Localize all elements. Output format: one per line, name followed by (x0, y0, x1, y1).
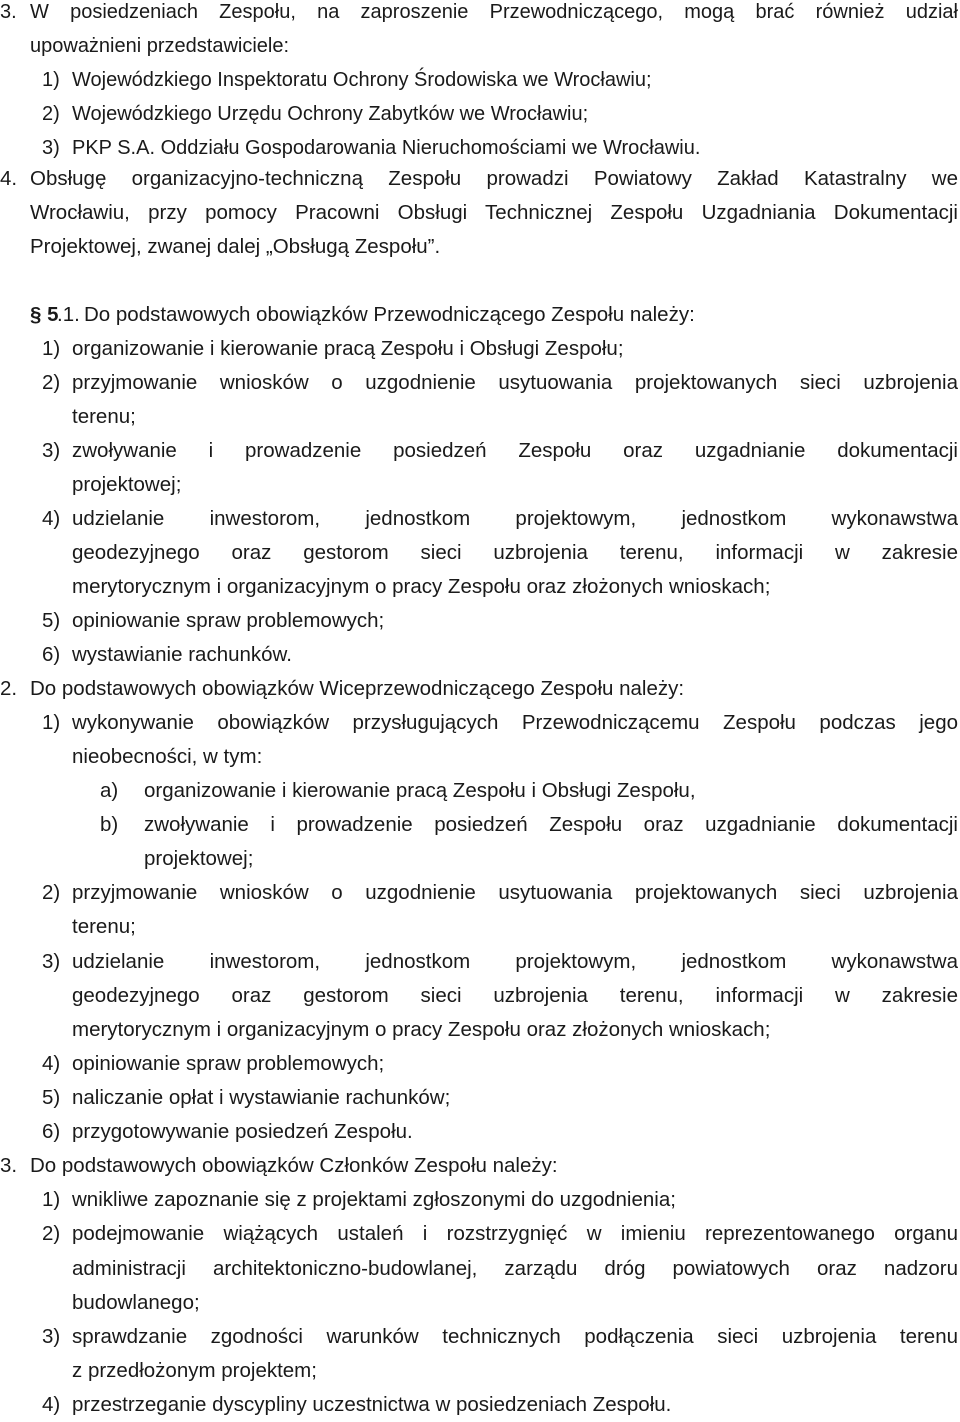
p3-intro-line (0, 1149, 960, 1183)
p3-intro: Do podstawowych obowiązków Członków Zespołu należy: (30, 1154, 558, 1177)
p3-item-3 (0, 1320, 960, 1354)
item-text: podejmowanie wiążących ustaleń i rozstrzygnięć w imieniu reprezentowanego organu (72, 1222, 958, 1245)
p2-intro: Do podstawowych obowiązków Wiceprzewodniczącego Zespołu należy: (30, 677, 685, 700)
item-text: sprawdzanie zgodności warunków technicznych podłączenia sieci uzbrojenia terenu (72, 1325, 958, 1348)
item-number: 5) (42, 1086, 61, 1109)
p2-sub-b (0, 808, 960, 842)
subitem-text: projektowej; (144, 847, 254, 870)
item-text: terenu; (72, 405, 136, 428)
item-text: udzielanie inwestorom, jednostkom projektowym, jednostkom wykonawstwa (72, 507, 958, 530)
p2-item-3-cont1 (0, 979, 960, 1013)
item-text: administracji architektoniczno-budowlanej, zarządu dróg powiatowych oraz nadzoru (72, 1257, 958, 1280)
item-text: opiniowanie spraw problemowych; (72, 1052, 385, 1075)
sec4-text-end: Projektowej, zwanej dalej „Obsługą Zespołu”. (30, 235, 441, 258)
sec4-line1 (0, 162, 960, 196)
sec3-item-2 (0, 97, 960, 131)
para5-subnumber: .1. (57, 303, 80, 326)
para5-item-4-cont2 (0, 570, 960, 604)
item-text: wnikliwe zapoznanie się z projektami zgłoszonymi do uzgodnienia; (72, 1188, 676, 1211)
sec4-text: Obsługę organizacyjno-techniczną Zespołu prowadzi Powiatowy Zakład Katastralny we (30, 167, 958, 190)
sec4-line3 (0, 230, 960, 264)
p3-item-2 (0, 1217, 960, 1251)
item-number: 2) (42, 1222, 61, 1245)
p2-item-4 (0, 1047, 960, 1081)
sec3-line2 (0, 29, 960, 63)
item-text: z przedłożonym projektem; (72, 1359, 317, 1382)
item-text: wystawianie rachunków. (72, 643, 292, 666)
subitem-letter: a) (100, 779, 119, 802)
p3-number: 3. (0, 1154, 18, 1177)
sec4-number: 4. (0, 167, 18, 190)
item-number: 2) (42, 103, 60, 125)
item-text: wykonywanie obowiązków przysługujących Przewodniczącemu Zespołu podczas jego (72, 711, 958, 734)
p3-item-3-cont (0, 1354, 960, 1388)
sec4-line2 (0, 196, 960, 230)
para5-item-2-cont (0, 400, 960, 434)
item-text: budowlanego; (72, 1291, 200, 1314)
item-number: 1) (42, 69, 60, 91)
item-number: 3) (42, 439, 61, 462)
item-text: merytorycznym i organizacyjnym o pracy Zespołu oraz złożonych wnioskach; (72, 1018, 771, 1041)
p3-item-2-cont2 (0, 1286, 960, 1320)
para5-item-4-cont1 (0, 536, 960, 570)
item-number: 3) (42, 950, 61, 973)
subitem-text: zwoływanie i prowadzenie posiedzeń Zespołu oraz uzgadnianie dokumentacji (144, 813, 958, 836)
para5-item-6 (0, 638, 960, 672)
item-number: 1) (42, 1188, 61, 1211)
p2-item-6 (0, 1115, 960, 1149)
p2-item-1 (0, 706, 960, 740)
subitem-letter: b) (100, 813, 119, 836)
p2-item-3-cont2 (0, 1013, 960, 1047)
paragraph-sign: § 5 (30, 303, 59, 326)
item-text: geodezyjnego oraz gestorom sieci uzbrojenia terenu, informacji w zakresie (72, 541, 958, 564)
sec3-text-cont: upoważnieni przedstawiciele: (30, 35, 290, 57)
item-text: PKP S.A. Oddziału Gospodarowania Nieruchomościami we Wrocławiu. (72, 137, 701, 159)
item-number: 2) (42, 881, 61, 904)
item-text: zwoływanie i prowadzenie posiedzeń Zespołu oraz uzgadnianie dokumentacji (72, 439, 958, 462)
para5-item-3 (0, 434, 960, 468)
item-text: merytorycznym i organizacyjnym o pracy Zespołu oraz złożonych wnioskach; (72, 575, 771, 598)
subitem-text: organizowanie i kierowanie pracą Zespołu i Obsługi Zespołu, (144, 779, 696, 802)
p3-item-4 (0, 1388, 960, 1422)
item-text: Wojewódzkiego Inspektoratu Ochrony Środowiska we Wrocławiu; (72, 69, 652, 91)
item-text: projektowej; (72, 473, 182, 496)
sec3-line1 (0, 0, 960, 29)
item-number: 4) (42, 507, 61, 530)
item-text: Wojewódzkiego Urzędu Ochrony Zabytków we Wrocławiu; (72, 103, 589, 125)
sec3-text: W posiedzeniach Zespołu, na zaproszenie Przewodniczącego, mogą brać również udział (30, 1, 958, 23)
item-number: 4) (42, 1393, 61, 1416)
para5-item-3-cont (0, 468, 960, 502)
item-number: 6) (42, 1120, 61, 1143)
para5-item-1 (0, 332, 960, 366)
item-text: przygotowywanie posiedzeń Zespołu. (72, 1120, 413, 1143)
p2-intro-line (0, 672, 960, 706)
para5-item-5 (0, 604, 960, 638)
sec3-item-1 (0, 63, 960, 97)
p2-item-1-cont (0, 740, 960, 774)
item-text: opiniowanie spraw problemowych; (72, 609, 385, 632)
item-number: 3) (42, 1325, 61, 1348)
item-number: 5) (42, 609, 61, 632)
para5-line1 (0, 298, 960, 332)
sec4-text-cont: Wrocławiu, przy pomocy Pracowni Obsługi Technicznej Zespołu Uzgadniania Dokumentacji (30, 201, 958, 224)
item-text: organizowanie i kierowanie pracą Zespołu i Obsługi Zespołu; (72, 337, 624, 360)
p2-number: 2. (0, 677, 18, 700)
item-text: geodezyjnego oraz gestorom sieci uzbrojenia terenu, informacji w zakresie (72, 984, 958, 1007)
item-text: terenu; (72, 915, 136, 938)
para5-item-2 (0, 366, 960, 400)
sec3-item-3 (0, 131, 960, 165)
item-number: 1) (42, 337, 61, 360)
item-number: 1) (42, 711, 61, 734)
p3-item-2-cont1 (0, 1252, 960, 1286)
para5-intro: Do podstawowych obowiązków Przewodniczącego Zespołu należy: (84, 303, 695, 326)
item-text: przyjmowanie wniosków o uzgodnienie usytuowania projektowanych sieci uzbrojenia (72, 881, 958, 904)
p2-item-3 (0, 945, 960, 979)
sec3-number: 3. (0, 1, 17, 23)
item-text: udzielanie inwestorom, jednostkom projektowym, jednostkom wykonawstwa (72, 950, 958, 973)
item-text: przestrzeganie dyscypliny uczestnictwa w posiedzeniach Zespołu. (72, 1393, 672, 1416)
item-number: 3) (42, 137, 60, 159)
p2-item-2-cont (0, 910, 960, 944)
p2-sub-a (0, 774, 960, 808)
para5-item-4 (0, 502, 960, 536)
item-text: nieobecności, w tym: (72, 745, 263, 768)
item-text: naliczanie opłat i wystawianie rachunków; (72, 1086, 451, 1109)
p2-item-2 (0, 876, 960, 910)
item-number: 2) (42, 371, 61, 394)
p2-item-5 (0, 1081, 960, 1115)
item-number: 6) (42, 643, 61, 666)
p3-item-1 (0, 1183, 960, 1217)
item-number: 4) (42, 1052, 61, 1075)
item-text: przyjmowanie wniosków o uzgodnienie usytuowania projektowanych sieci uzbrojenia (72, 371, 958, 394)
p2-sub-b-cont (0, 842, 960, 876)
